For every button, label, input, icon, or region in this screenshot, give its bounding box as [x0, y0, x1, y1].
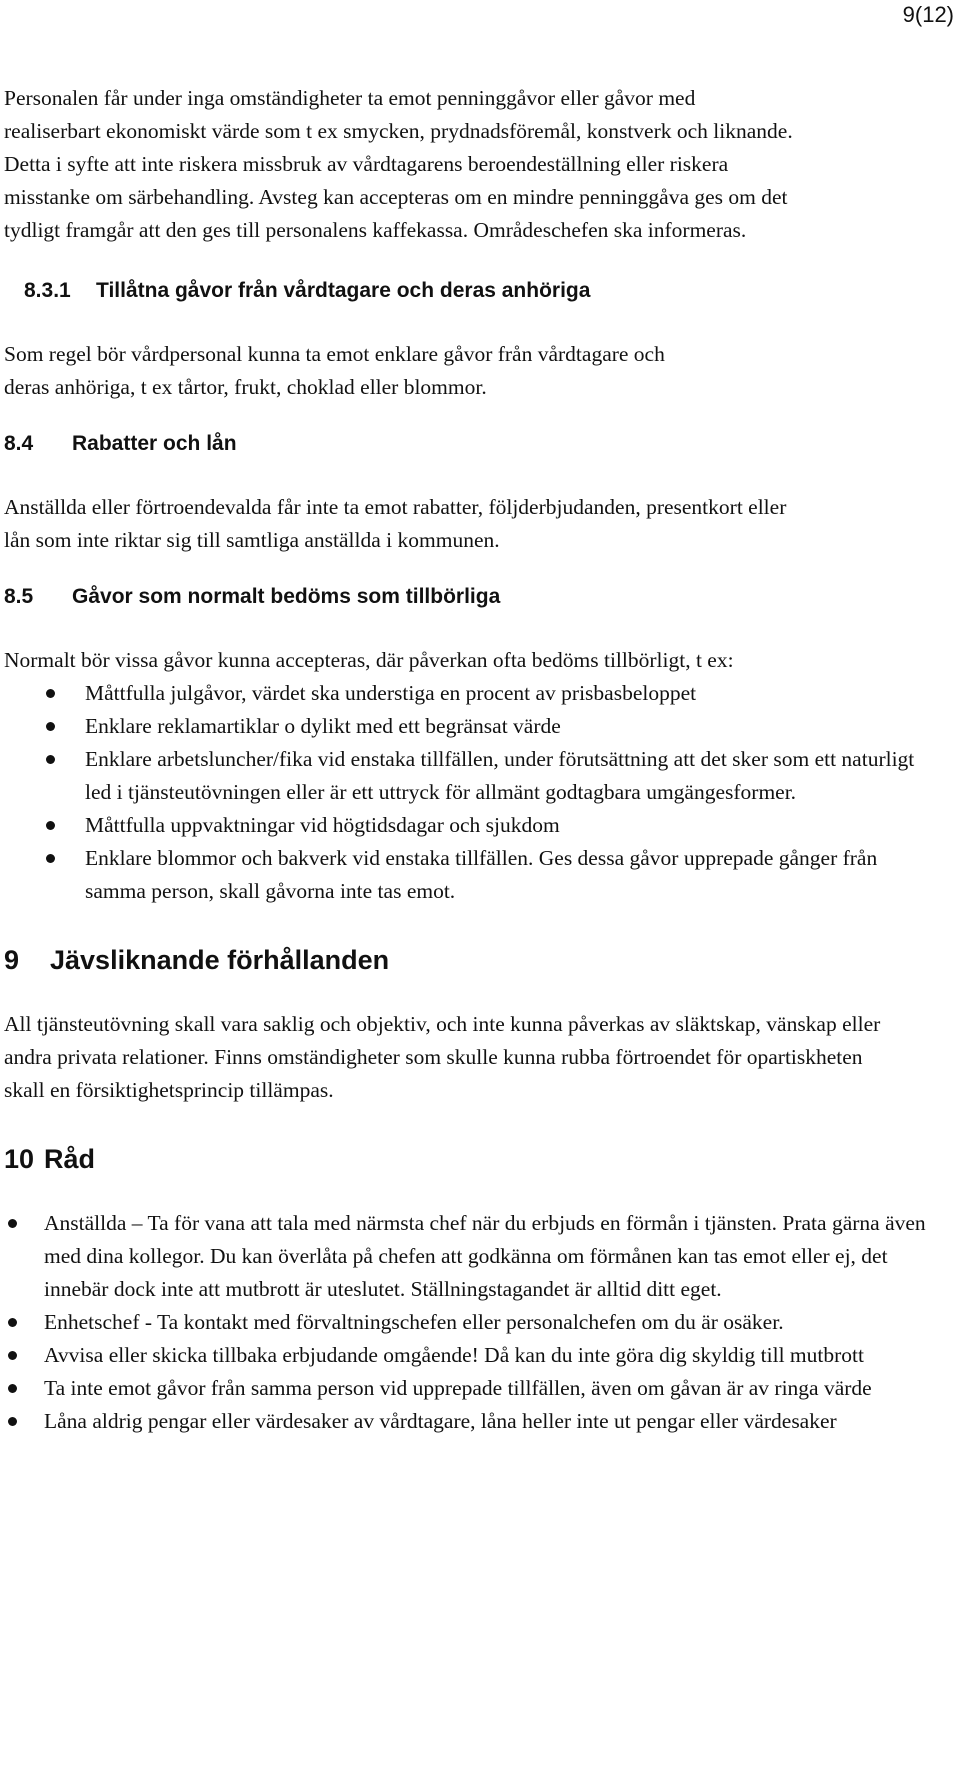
list-item-text: Måttfulla uppvaktningar vid högtidsdagar och sjukdom [85, 813, 560, 837]
list-item [4, 809, 924, 842]
list-item-text: Enklare blommor och bakverk vid enstaka tillfällen. Ges dessa gåvor upprepade gånger från samma person, skall gåvorna inte tas emot. [85, 846, 878, 903]
list-item-text: Avvisa eller skicka tillbaka erbjudande omgående! Då kan du inte göra dig skyldig till mutbrott [44, 1343, 864, 1367]
bullet-icon [8, 1219, 17, 1228]
heading-title: Gåvor som normalt bedöms som tillbörliga [72, 585, 501, 608]
list-item [4, 1339, 934, 1372]
heading-title: Råd [44, 1144, 96, 1174]
bullet-icon [8, 1318, 17, 1327]
bullet-icon [46, 755, 55, 764]
bullet-icon [8, 1417, 17, 1426]
heading-9 [4, 942, 954, 978]
list-item-text: Enklare arbetsluncher/fika vid enstaka tillfällen, under förutsättning att det sker som ett naturligt led i tjänsteutövningen eller är ett uttryck för allmänt godtagbara umgängesformer. [85, 747, 915, 804]
section-8-4-body: Anställda eller förtroendevalda får inte ta emot rabatter, följderbjudanden, presentkort eller lån som inte riktar sig till samtliga anställda i kommunen. [4, 495, 787, 552]
document-body [4, 82, 954, 1438]
list-item [4, 743, 924, 809]
heading-number: 10 [4, 1144, 35, 1174]
list-item [4, 1372, 934, 1405]
bullet-icon [46, 821, 55, 830]
list-item [4, 1405, 934, 1438]
section-9-body: All tjänsteutövning skall vara saklig och objektiv, och inte kunna påverkas av släktskap, vänskap eller andra privata relationer. Finns omständigheter som skulle kunna rubba förtroendet för opartiskheten skall en försiktighetsprincip tillämpas. [4, 1012, 881, 1102]
heading-number: 9 [4, 945, 20, 975]
list-item-text: Låna aldrig pengar eller värdesaker av vårdtagare, låna heller inte ut pengar eller värdesaker [44, 1409, 837, 1433]
bullet-icon [46, 722, 55, 731]
heading-number: 8.3.1 [24, 279, 71, 302]
list-item-text: Måttfulla julgåvor, värdet ska understiga en procent av prisbasbeloppet [85, 681, 697, 705]
heading-8-4 [4, 429, 954, 459]
section-8-5-list [4, 677, 924, 908]
heading-10 [4, 1141, 954, 1177]
heading-title: Jävsliknande förhållanden [50, 945, 390, 975]
heading-title: Tillåtna gåvor från vårdtagare och deras anhöriga [96, 279, 591, 302]
section-8-3-1-body: Som regel bör vårdpersonal kunna ta emot enklare gåvor från vårdtagare och deras anhöriga, t ex tårtor, frukt, choklad eller blommor. [4, 342, 665, 399]
intro-paragraph: Personalen får under inga omständigheter ta emot penninggåvor eller gåvor med realiserbart ekonomiskt värde som t ex smycken, prydnadsföremål, konstverk och liknande. Detta i syfte att inte riskera missbruk av vårdtagarens beroendeställning eller riskera misstanke om särbehandling. Avsteg kan accepteras om en mindre penninggåva ges om det tydligt framgår att den ges till personalens kaffekassa. Områdeschefen ska informeras. [4, 86, 793, 242]
list-item [4, 710, 924, 743]
heading-8-3-1 [4, 276, 954, 306]
heading-8-5 [4, 582, 954, 612]
list-item-text: Anställda – Ta för vana att tala med närmsta chef när du erbjuds en förmån i tjänsten. Prata gärna även med dina kollegor. Du kan överlåta på chefen att godkänna om förmånen kan tas emot eller ej, det innebär dock inte att mutbrott är uteslutet. Ställningstagandet är alltid ditt eget. [44, 1211, 926, 1301]
heading-title: Rabatter och lån [72, 432, 237, 455]
bullet-icon [46, 854, 55, 863]
section-10-list [4, 1207, 934, 1438]
list-item-text: Enklare reklamartiklar o dylikt med ett begränsat värde [85, 714, 561, 738]
list-item [4, 842, 924, 908]
page-number: 9(12) [902, 2, 954, 27]
list-item [4, 1306, 934, 1339]
heading-number: 8.4 [4, 432, 34, 455]
bullet-icon [8, 1351, 17, 1360]
section-8-5-body: Normalt bör vissa gåvor kunna accepteras, där påverkan ofta bedöms tillbörligt, t ex: [4, 648, 734, 672]
heading-number: 8.5 [4, 585, 34, 608]
list-item-text: Enhetschef - Ta kontakt med förvaltningschefen eller personalchefen om du är osäker. [44, 1310, 784, 1334]
bullet-icon [8, 1384, 17, 1393]
list-item [4, 677, 924, 710]
list-item [4, 1207, 934, 1306]
bullet-icon [46, 689, 55, 698]
list-item-text: Ta inte emot gåvor från samma person vid upprepade tillfällen, även om gåvan är av ringa värde [44, 1376, 872, 1400]
